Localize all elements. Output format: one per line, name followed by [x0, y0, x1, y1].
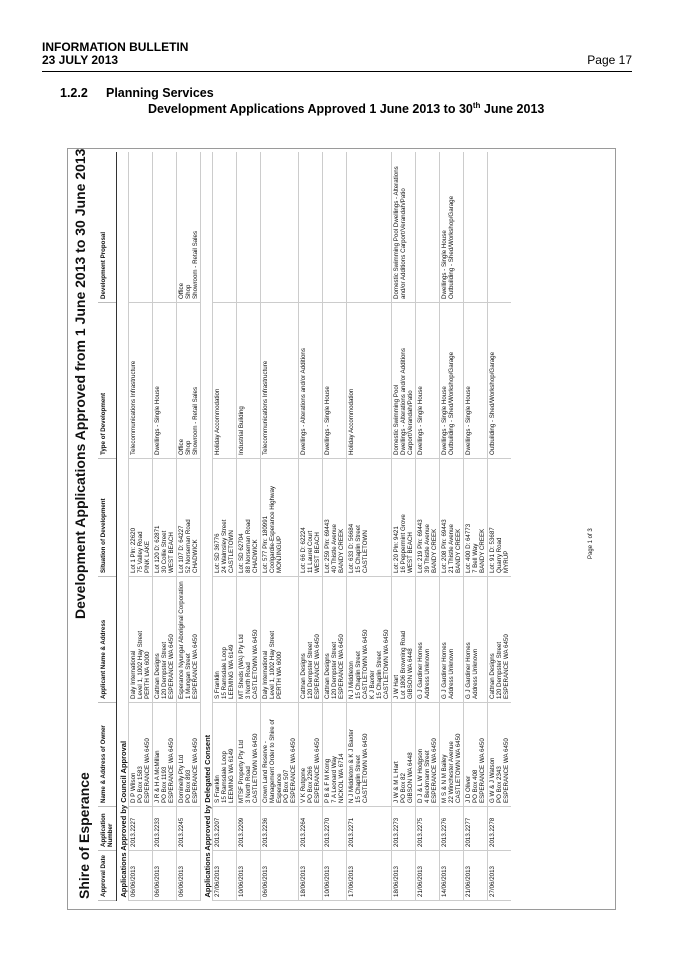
table-cell: Esperance Nyungar Aboriginal Corporation 1 Mungan Street ESPERANCE WA 6450: [177, 577, 201, 703]
table-cell: [153, 153, 177, 303]
table-cell: Lot: SD 36776 24 Walmsley Street CASTLETOWN: [213, 459, 237, 577]
table-cell: 2013.2245: [177, 807, 201, 851]
table-cell: 2013.2270: [323, 807, 347, 851]
table-cell: Dwellings - Alterations and/or Additions: [299, 303, 323, 459]
table-row: [488, 153, 512, 901]
table-cell: V K Rutgone PO Box 2266 ESPERANCE WA 6450: [299, 703, 323, 807]
table-cell: 27/06/2013: [488, 851, 512, 901]
table-cell: Holiday Accommodation: [347, 303, 392, 459]
column-header: Situation of Development: [98, 459, 117, 577]
table-cell: Lot: 577 Pln: 180991 Coolgardie-Esperance Highway MONJINGUP: [261, 459, 299, 577]
table-cell: 2013.2227: [129, 807, 153, 851]
scanned-report-image: [67, 148, 616, 910]
table-cell: Telecommunications Infrastructure: [261, 303, 299, 459]
subtitle-sup: th: [472, 101, 481, 110]
table-cell: 21/06/2013: [464, 851, 488, 901]
section-number: 1.2.2: [60, 86, 88, 100]
table-cell: Dwellings - Single House: [323, 303, 347, 459]
table-row: [392, 153, 416, 901]
table-cell: M S & N M Bailey 22 Winchester Avenue CASTLETOWN WA 6450: [440, 703, 464, 807]
table-row: [129, 153, 153, 901]
table-cell: 2013.2207: [213, 807, 237, 851]
table-cell: [347, 153, 392, 303]
table-cell: 2013.2277: [464, 807, 488, 851]
bulletin-date-row: [42, 54, 632, 67]
table-cell: 06/06/2013: [261, 851, 299, 901]
table-cell: 2013.2236: [261, 807, 299, 851]
table-cell: [416, 153, 440, 303]
table-cell: Cattnan Designs 120 Dempster Street ESPERANCE WA 6450: [323, 577, 347, 703]
table-row: [299, 153, 323, 901]
table-cell: Lot: 66 D: 62224 11 Laurel Court WEST BEACH: [299, 459, 323, 577]
rotated-report: [68, 149, 615, 909]
table-row: [237, 153, 261, 901]
table-cell: Dominelly Pty Ltd PO Box 893 ESPERANCE WA 6450: [177, 703, 201, 807]
subtitle-main: Development Applications Approved 1 June 2013 to 30: [148, 102, 473, 117]
table-cell: 2013.2209: [237, 807, 261, 851]
table-cell: J W Hart Lot 1806 Browning Road GIBSON WA 6448: [392, 577, 416, 703]
table-cell: 10/06/2013: [237, 851, 261, 901]
column-header: Development Proposal: [98, 153, 117, 303]
table-cell: [488, 153, 512, 303]
table-row: [177, 153, 201, 901]
group-heading: Applications Approved by Delegated Consent: [201, 153, 213, 901]
table-row: [416, 153, 440, 901]
table-cell: Lot: SD 62704 88 Norseman Road CHADWICK: [237, 459, 261, 577]
section-subtitle: [148, 101, 544, 116]
table-cell: 06/06/2013: [153, 851, 177, 901]
table-row: [464, 153, 488, 901]
table-row: [347, 153, 392, 901]
table-cell: 2013.2276: [440, 807, 464, 851]
column-header: Approval Date: [98, 851, 117, 901]
table-cell: 2013.2278: [488, 807, 512, 851]
table-cell: N J Middleton & K J Baxter 15 Chaplin Street CASTLETOWN WA 6450: [347, 703, 392, 807]
table-cell: Telecommunications Infrastructure: [129, 303, 153, 459]
applications-table: [98, 153, 511, 902]
table-cell: Lot: 208 Pln: 69443 21 Thistle Avenue BANDY CREEK: [440, 459, 464, 577]
table-cell: [299, 153, 323, 303]
table-cell: G J Gardiner Homes Address Unknown: [416, 577, 440, 703]
table-row: [323, 153, 347, 901]
page-number: Page 17: [587, 53, 632, 67]
table-cell: Lot 107 D: 64227 52 Norseman Road CHADWICK: [177, 459, 201, 577]
table-row: [153, 153, 177, 901]
table-cell: MTSF Property Pty Ltd 3 North Road CASTLETOWN WA 6450: [237, 703, 261, 807]
table-cell: 10/06/2013: [323, 851, 347, 901]
table-cell: S Franklin 15 Ramsdale Loop LEEMING WA 6149: [213, 703, 237, 807]
report-footer: Page 1 of 3: [588, 528, 594, 559]
table-cell: Lot 120 D: 62871 30 Collie Street WEST BEACH: [153, 459, 177, 577]
table-cell: Cattnan Designs 120 Dempster Street ESPERANCE WA 6450: [299, 577, 323, 703]
table-header-row: [98, 153, 117, 901]
table-cell: 18/06/2013: [299, 851, 323, 901]
table-cell: Cattnan Designs 120 Dempster Street ESPERANCE WA 6450: [153, 577, 177, 703]
table-cell: Dwellings - Single House Outbuilding - Shed/Workshop/Garage: [440, 303, 464, 459]
table-row: [213, 153, 237, 901]
column-header: Type of Development: [98, 303, 117, 459]
table-cell: [213, 153, 237, 303]
table-cell: Dwellings - Single House: [416, 303, 440, 459]
table-cell: Lot: 400 D: 64773 7 Bell Way BANDY CREEK: [464, 459, 488, 577]
table-cell: 06/06/2013: [177, 851, 201, 901]
table-cell: [129, 153, 153, 303]
table-cell: Lot: 20 Pln: 9421 16 Peppermint Grove WEST BEACH: [392, 459, 416, 577]
subtitle-end: June 2013: [480, 102, 545, 117]
table-cell: Office Shop Showroom - Retail Sales: [177, 153, 201, 303]
table-cell: Daly International Level 1, 1002 Hay Street PERTH WA 6000: [261, 577, 299, 703]
table-cell: Lot: 633 D: 56684 15 Chaplin Street CASTLETOWN: [347, 459, 392, 577]
bulletin-date: 23 JULY 2013: [42, 53, 119, 67]
report-title: Development Applications Approved from 1 June 2013 to 30 June 2013: [72, 148, 88, 619]
table-cell: Holiday Accommodation: [213, 303, 237, 459]
table-cell: J R & H A McMillan PO Box 1193 ESPERANCE WA 6450: [153, 703, 177, 807]
section-title: Planning Services: [106, 86, 214, 100]
table-body: [117, 153, 512, 901]
column-header: Name & Address of Owner: [98, 703, 117, 807]
table-row: [440, 153, 464, 901]
table-cell: Domestic Swimming Pool Dwellings - Alterations and/or Additions Carport/Verandah/Patio: [392, 303, 416, 459]
table-cell: D P Wilson PO Box 1583 ESPERANCE WA 6450: [129, 703, 153, 807]
table-cell: Lot: 91 D: 53687 Quarry Road MYRUP: [488, 459, 512, 577]
group-heading-row: [117, 153, 129, 901]
table-cell: Office Shop Showroom - Retail Sales: [177, 303, 201, 459]
table-cell: J W & M L Hart PO Box 82 GIBSON WA 6448: [392, 703, 416, 807]
column-header: Applicant Name & Address: [98, 577, 117, 703]
table-cell: 17/06/2013: [347, 851, 392, 901]
table-cell: S Franklin 15 Ramsdale Loop LEEMING WA 6149: [213, 577, 237, 703]
table-cell: [237, 153, 261, 303]
table-cell: 21/06/2013: [416, 851, 440, 901]
bulletin-title: INFORMATION BULLETIN: [42, 40, 189, 54]
table-cell: 27/06/2013: [213, 851, 237, 901]
table-cell: G W & J Watson PO Box 2343 ESPERANCE WA 6450: [488, 703, 512, 807]
table-cell: Dwellings - Single House Outbuilding - Shed/Workshop/Garage: [440, 153, 464, 303]
table-cell: N J Middleton 15 Chaplin Street CASTLETOWN WA 6450 K J Baxter 15 Chaplin Street CASTLETOWN WA 6450: [347, 577, 392, 703]
table-cell: Lot: 219 Pln: 69443 39 Thistle Avenue BANDY CREEK: [416, 459, 440, 577]
table-cell: D J & L W Hodgson 4 Beckmann Street ESPERANCE WA 6450: [416, 703, 440, 807]
table-cell: 2013.2271: [347, 807, 392, 851]
table-cell: [261, 153, 299, 303]
table-cell: G J Gardiner Homes Address Unknown: [440, 577, 464, 703]
table-cell: [464, 153, 488, 303]
table-cell: 2013.2275: [416, 807, 440, 851]
table-cell: 18/06/2013: [392, 851, 416, 901]
table-cell: Lot: 259 Pln: 69443 40 Thistle Avenue BANDY CREEK: [323, 459, 347, 577]
table-cell: 14/06/2013: [440, 851, 464, 901]
header-rule: [42, 71, 632, 72]
table-cell: P B & F M Kong 7 A Leonard Way NICKOL WA 6714: [323, 703, 347, 807]
table-cell: Cattnan Designs 120 Dempster Street ESPERANCE WA 6450: [488, 577, 512, 703]
table-cell: Crown Land Reserve - Management Order to Shire of Esperance PO Box 507 ESPERANCE WA 6450: [261, 703, 299, 807]
table-cell: Outbuilding - Shed/Workshop/Garage: [488, 303, 512, 459]
group-heading-row: [201, 153, 213, 901]
table-cell: 2013.2264: [299, 807, 323, 851]
table-cell: 2013.2233: [153, 807, 177, 851]
section-heading: [60, 86, 214, 100]
table-cell: Lot 1 Pln: 22620 75 Valley Road PINK LAKE: [129, 459, 153, 577]
table-cell: Dwellings - Single House: [464, 303, 488, 459]
table-cell: J D Oliver PO Box 408 ESPERANCE WA 6450: [464, 703, 488, 807]
table-cell: Daly International Level 1, 1002 Hay Street PERTH WA 6000: [129, 577, 153, 703]
table-cell: Dwellings - Single House: [153, 303, 177, 459]
report-org: Shire of Esperance: [76, 772, 92, 899]
group-heading: Applications Approved by Council Approval: [117, 153, 129, 901]
table-cell: 06/06/2013: [129, 851, 153, 901]
table-cell: G J Gardiner Homes Address Unknown: [464, 577, 488, 703]
bulletin-header: [42, 41, 632, 67]
table-cell: Domestic Swimming Pool Dwellings - Alterations and/or Additions Carport/Verandah/Patio: [392, 153, 416, 303]
table-cell: Industrial Building: [237, 303, 261, 459]
table-cell: MT Sheds (WA) Pty Ltd 3 North Road CASTLETOWN WA 6450: [237, 577, 261, 703]
column-header: Application Number: [98, 807, 117, 851]
table-row: [261, 153, 299, 901]
table-cell: 2013.2273: [392, 807, 416, 851]
table-cell: [323, 153, 347, 303]
